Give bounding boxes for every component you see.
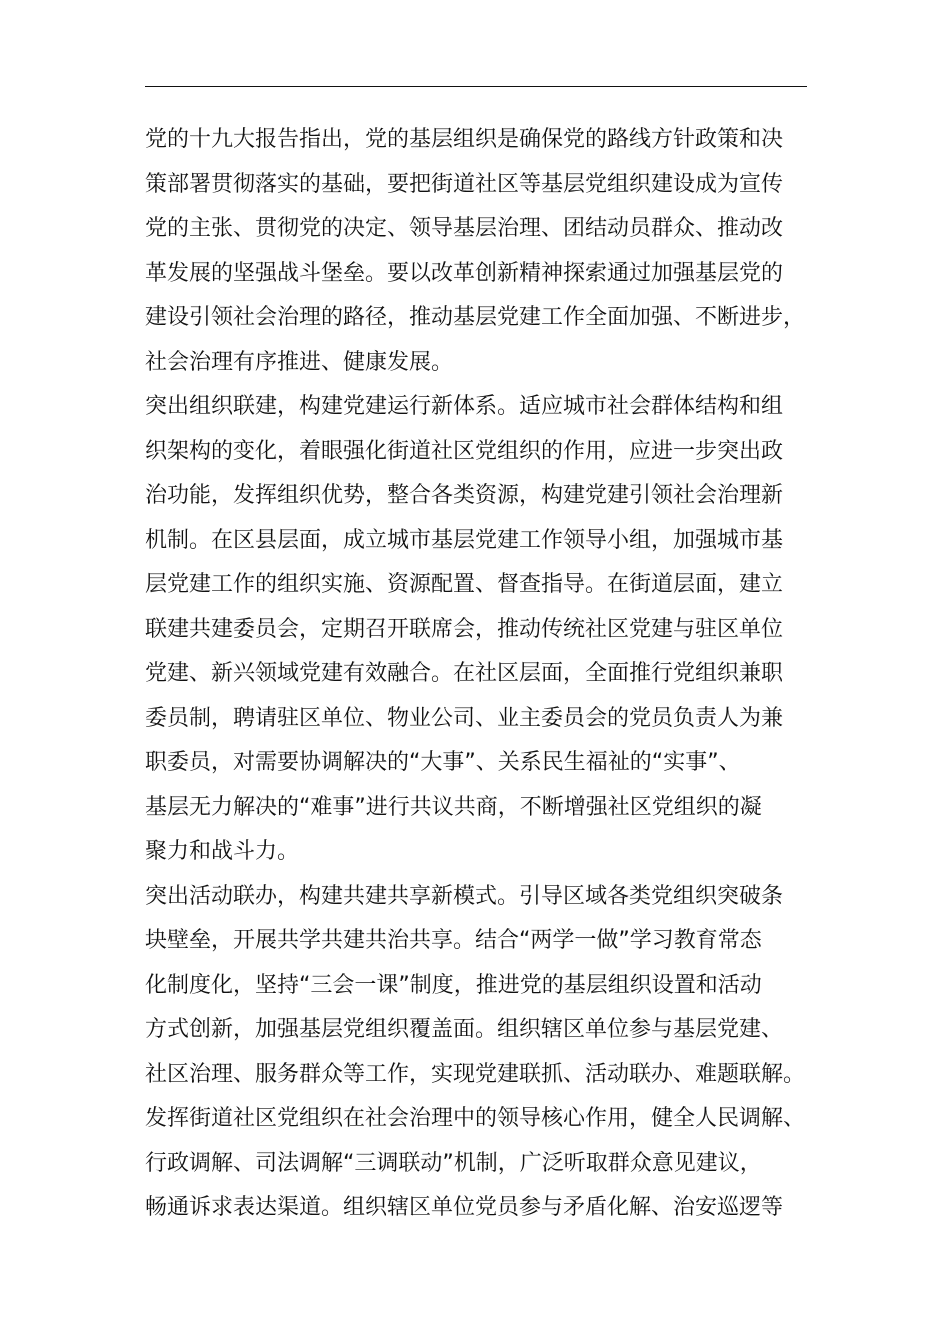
header-rule bbox=[145, 86, 807, 87]
text-line: 畅通诉求表达渠道。组织辖区单位党员参与矛盾化解、治安巡逻等 bbox=[145, 1195, 784, 1220]
text-line: 方式创新，加强基层党组织覆盖面。组织辖区单位参与基层党建、 bbox=[145, 1017, 784, 1042]
text-line: 突出组织联建，构建党建运行新体系。适应城市社会群体结构和组 bbox=[145, 394, 784, 419]
text-line: 织架构的变化，着眼强化街道社区党组织的作用，应进一步突出政 bbox=[145, 438, 784, 464]
text-line: 化制度化，坚持“三会一课”制度，推进党的基层组织设置和活动 bbox=[145, 972, 762, 998]
text-line: 委员制，聘请驻区单位、物业公司、业主委员会的党员负责人为兼 bbox=[145, 705, 784, 731]
text-line: 聚力和战斗力。 bbox=[145, 839, 300, 864]
text-line: 治功能，发挥组织优势，整合各类资源，构建党建引领社会治理新 bbox=[145, 483, 784, 508]
text-line: 建设引领社会治理的路径，推动基层党建工作全面加强、不断进步， bbox=[145, 305, 806, 330]
text-line: 块壁垒，开展共学共建共治共享。结合“两学一做”学习教育常态 bbox=[145, 928, 762, 953]
text-line: 党的十九大报告指出，党的基层组织是确保党的路线方针政策和决 bbox=[145, 127, 784, 152]
text-line: 机制。在区县层面，成立城市基层党建工作领导小组，加强城市基 bbox=[145, 527, 784, 553]
text-line: 党建、新兴领域党建有效融合。在社区层面，全面推行党组织兼职 bbox=[145, 661, 784, 686]
text-line: 联建共建委员会，定期召开联席会，推动传统社区党建与驻区单位 bbox=[145, 616, 784, 642]
text-line: 行政调解、司法调解“三调联动”机制，广泛听取群众意见建议， bbox=[145, 1150, 762, 1176]
text-line: 党的主张、贯彻党的决定、领导基层治理、团结动员群众、推动改 bbox=[145, 216, 784, 241]
text-line: 基层无力解决的“难事”进行共议共商，不断增强社区党组织的凝 bbox=[145, 794, 762, 820]
text-line: 层党建工作的组织实施、资源配置、督查指导。在街道层面，建立 bbox=[145, 572, 784, 597]
body-text bbox=[145, 118, 825, 1231]
text-line: 革发展的坚强战斗堡垒。要以改革创新精神探索通过加强基层党的 bbox=[145, 260, 784, 286]
text-line: 社会治理有序推进、健康发展。 bbox=[145, 349, 454, 375]
text-line: 策部署贯彻落实的基础，要把街道社区等基层党组织建设成为宣传 bbox=[145, 171, 784, 197]
text-line: 突出活动联办，构建共建共享新模式。引导区域各类党组织突破条 bbox=[145, 883, 784, 909]
text-line: 社区治理、服务群众等工作，实现党建联抓、活动联办、难题联解。 bbox=[145, 1061, 806, 1087]
text-line: 职委员，对需要协调解决的“大事”、关系民生福祉的“实事”、 bbox=[145, 750, 741, 775]
text-line: 发挥街道社区党组织在社会治理中的领导核心作用，健全人民调解、 bbox=[145, 1106, 806, 1131]
